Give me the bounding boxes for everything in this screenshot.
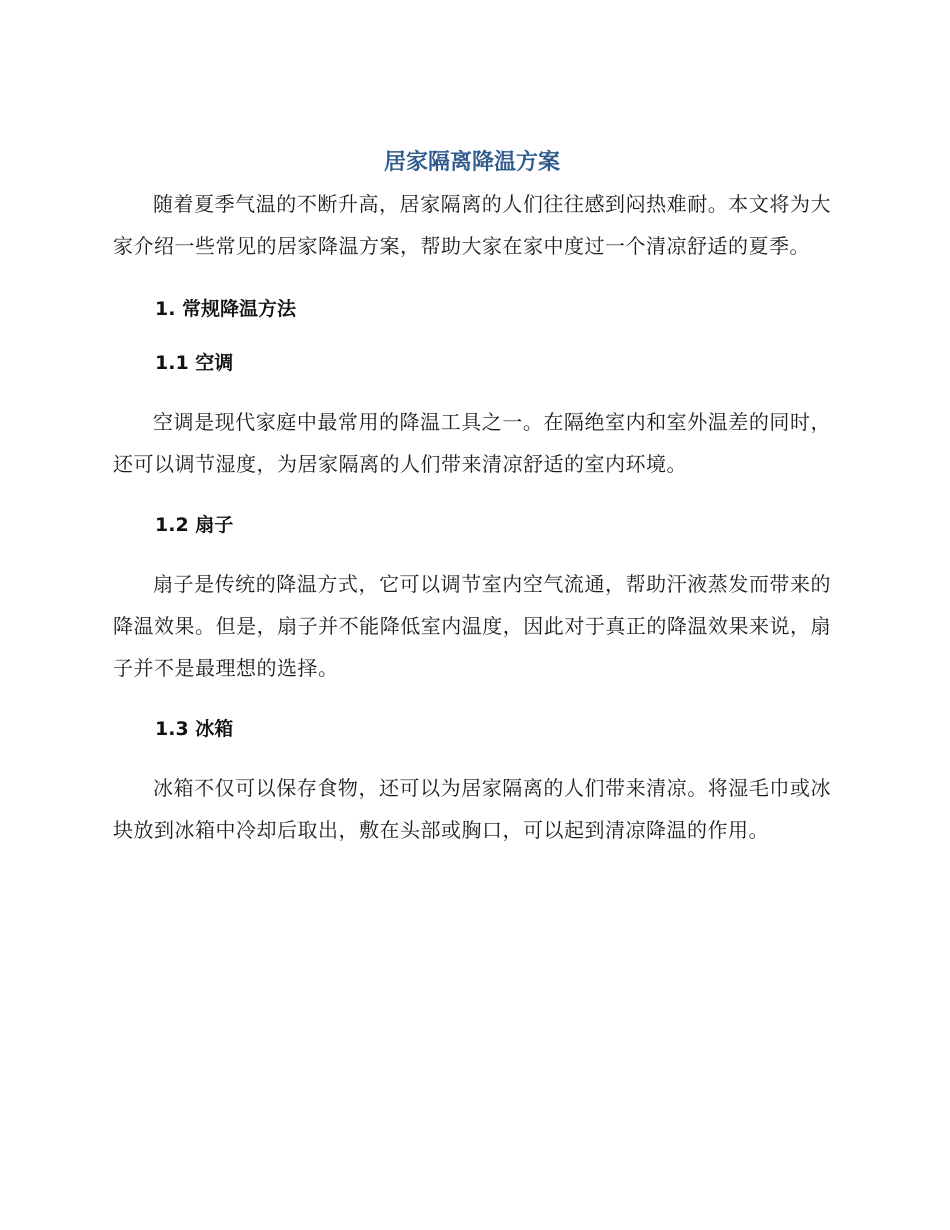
document-title: 居家隔离降温方案 <box>383 150 560 175</box>
subsection-heading-fan: 1.2 扇子 <box>155 514 234 536</box>
subsection-body-air-conditioner: 空调是现代家庭中最常用的降温工具之一。在隔绝室内和室外温差的同时，还可以调节湿度，为居家隔离的人们带来清凉舒适的室内环境。 <box>113 410 831 476</box>
subsection-heading-air-conditioner: 1.1 空调 <box>155 352 234 374</box>
document-body <box>113 143 831 851</box>
subsection-heading-refrigerator: 1.3 冰箱 <box>155 718 234 740</box>
intro-paragraph: 随着夏季气温的不断升高，居家隔离的人们往往感到闷热难耐。本文将为大家介绍一些常见的居家降温方案，帮助大家在家中度过一个清凉舒适的夏季。 <box>113 192 831 258</box>
subsection-body-refrigerator: 冰箱不仅可以保存食物，还可以为居家隔离的人们带来清凉。将湿毛巾或冰块放到冰箱中冷却后取出，敷在头部或胸口，可以起到清凉降温的作用。 <box>113 776 831 842</box>
subsection-body-fan: 扇子是传统的降温方式，它可以调节室内空气流通，帮助汗液蒸发而带来的降温效果。但是，扇子并不能降低室内温度，因此对于真正的降温效果来说，扇子并不是最理想的选择。 <box>113 572 831 680</box>
section-heading-conventional-methods: 1. 常规降温方法 <box>155 298 297 320</box>
